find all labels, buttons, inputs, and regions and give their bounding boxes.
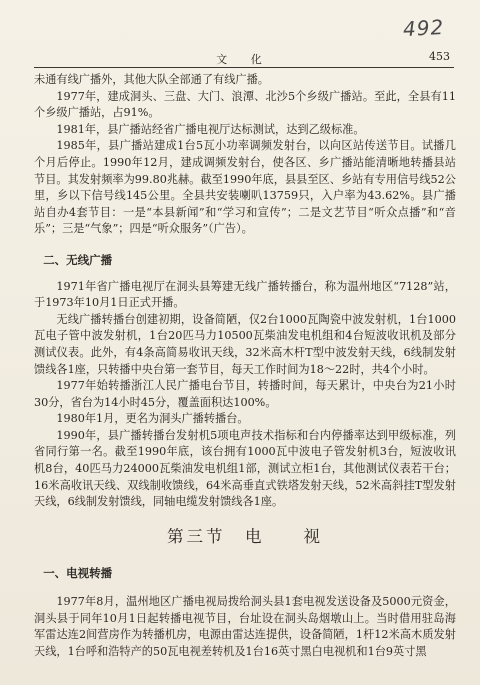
section-title-television: 第三节 电 视: [167, 526, 323, 546]
body-text: [34, 72, 456, 660]
paragraph: 无线广播转播台创建初期，设备简陋，仅2台1000瓦陶瓷中波发射机，1台1000瓦电子管中波发射机，1台20匹马力10500瓦柴油发电机组和4台短波收讯机及部分测试仪表。此外，有4条高简易收讯天线，32米高木杆T型中波发射天线，6线制发射馈线各1座，只转播中央台第一套节目，每天工作时间为18～22时，共4个小时。: [34, 312, 456, 376]
paragraph: 1977年8月，温州地区广播电视局拨给洞头县1套电视发送设备及5000元资金，洞头县于同年10月1日起转播电视节目，台址设在洞头岛烟墩山上。当时借用驻岛海军雷达连2间营房作为转播机房，电源由雷达连提供，设备简陋，1杆12米高木质发射天线，1台呼和浩特产的50瓦电视差转机及1台16英寸黑白电视机和1台9英寸黑: [34, 595, 456, 658]
paragraph: 未通有线广播外，其他大队全部通了有线广播。: [34, 73, 269, 86]
paragraph: 1971年省广播电视厅在洞头县筹建无线广播转播台，称为温州地区“7128”站，于1973年10月1日正式开播。: [34, 279, 456, 310]
paragraph: 1981年，县广播站经省广播电视厅达标测试，达到乙级标准。: [56, 122, 365, 136]
handwritten-page-mark: 492: [402, 14, 445, 42]
running-header: [34, 47, 454, 68]
paragraph: 1990年，县广播转播台发射机5项电声技术指标和台内停播率达到甲级标准，列省同行第一名。截至1990年底，该台拥有1000瓦中波电子管发射机3台，短波收讯机8台，40匹马力24000瓦柴油发电机组1部，测试立柜1台，其他测试仪表若干台；16米高收讯天线、双线制收馈线，64米高垂直式铁塔发射天线，52米高斜挂T型发射天线，6线制发射馈线，同轴电缆发射馈线各1座。: [34, 428, 456, 509]
subsection-heading-tv-relay: 一、电视转播: [43, 566, 113, 581]
paragraph: 1980年1月，更名为洞头广播转播台。: [56, 412, 249, 426]
subsection-heading-wireless: 二、无线广播: [43, 252, 113, 267]
header-title: 文 化: [216, 53, 272, 66]
paragraph: 1985年，县广播站建成1台5瓦小功率调频发射台，以向区站传送节目。试播几个月后停止。1990年12月，建成调频发射台，使各区、乡广播站能清晰地转播县站节目。其发射频率为99.80兆赫。截至1990年底，县县至区、乡站有专用信号线52公里，乡以下信号线145公里。全县共安装喇叭13759只，入户率为43.62%。县广播站自办4套节目：一是“本县新闻”和“学习和宣传”；二是文艺节目“听众点播”和“音乐”；三是“气象”；四是“听众服务”（广告）。: [34, 139, 456, 236]
page-number: 453: [429, 50, 450, 63]
paragraph: 1977年，建成洞头、三盘、大门、浪潭、北沙5个乡级广播站。至此，全县有11个乡级广播站，占91%。: [34, 89, 456, 120]
paragraph: 1977年始转播浙江人民广播电台节目，转播时间，每天累计，中央台为21小时30分，省台为14小时45分，覆盖面积达100%。: [34, 379, 456, 409]
